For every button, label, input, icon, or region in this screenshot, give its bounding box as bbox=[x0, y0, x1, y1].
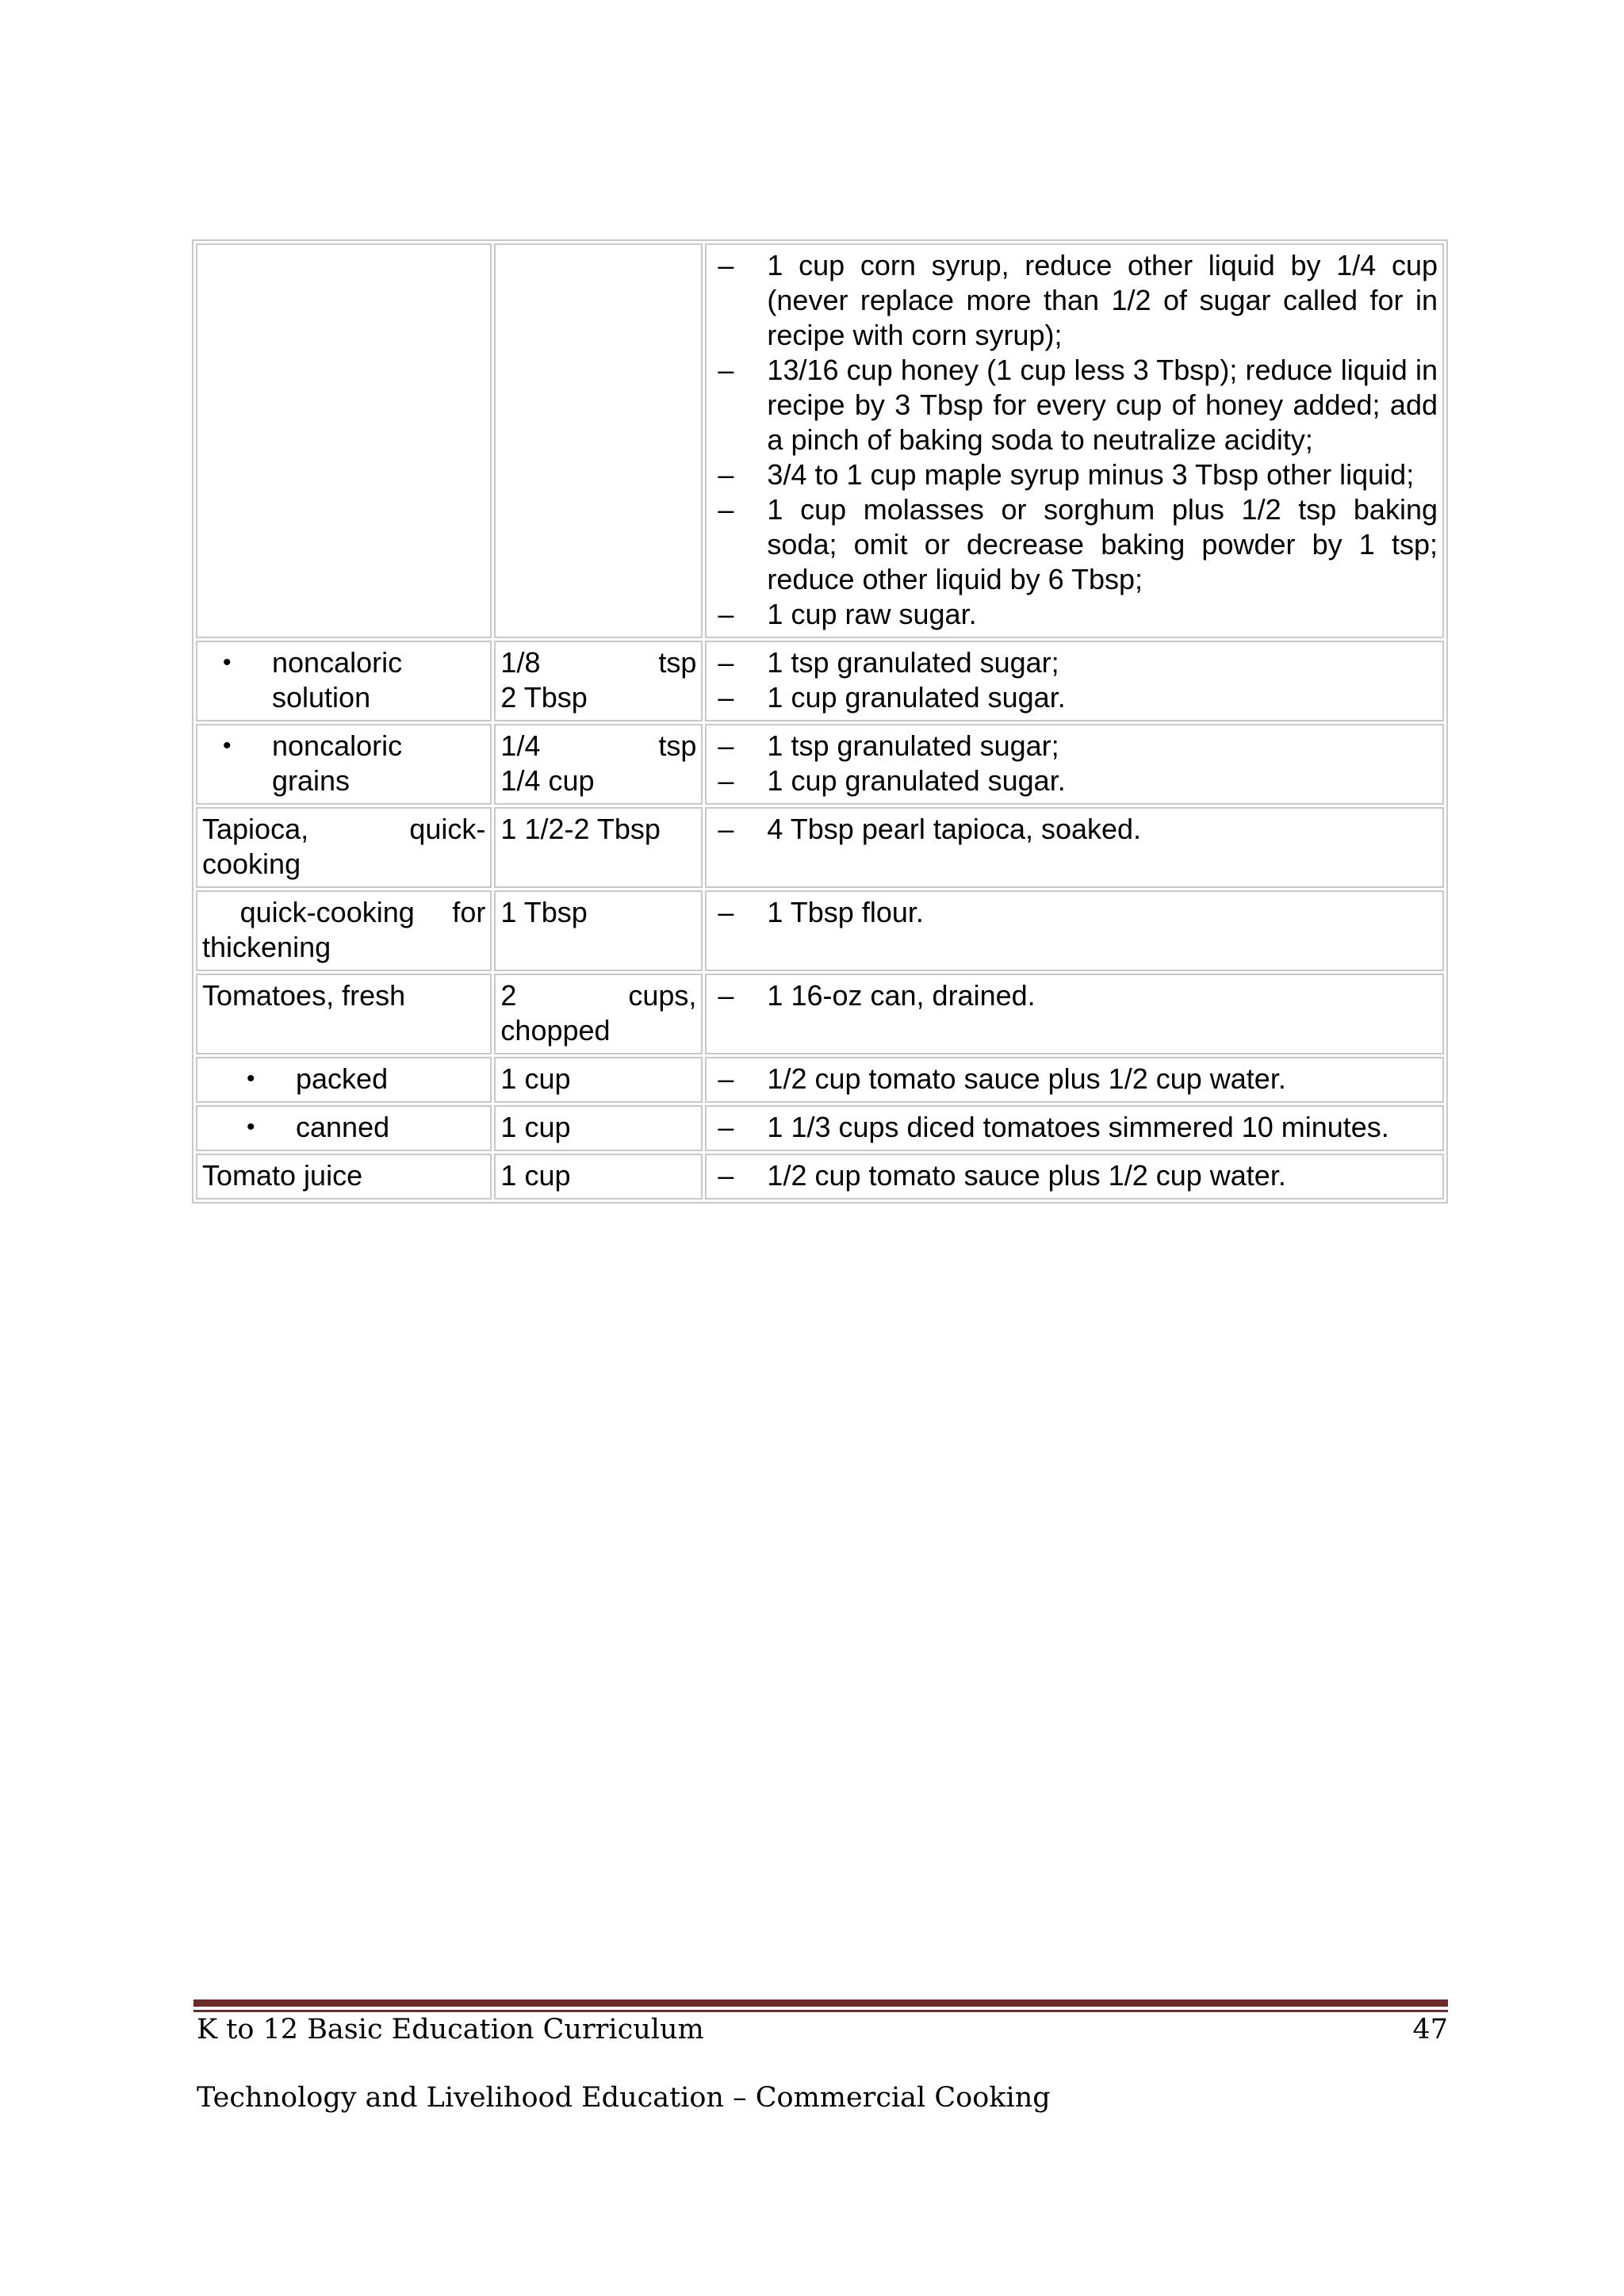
substitute-item: – 1 cup raw sugar. bbox=[711, 597, 1438, 632]
substitute-cell bbox=[705, 1105, 1444, 1151]
substitute-item: – 4 Tbsp pearl tapioca, soaked. bbox=[711, 812, 1438, 847]
ingredient-name: packed bbox=[296, 1062, 389, 1095]
substitute-list bbox=[711, 248, 1438, 632]
substitute-list bbox=[711, 729, 1438, 798]
substitute-cell bbox=[705, 807, 1444, 888]
ingredient-name: Tapioca, quick- bbox=[202, 813, 486, 845]
ingredient-cell bbox=[196, 1105, 492, 1151]
ingredient-name: canned bbox=[296, 1111, 390, 1143]
table-row bbox=[196, 1154, 1444, 1200]
footer-rule bbox=[193, 1999, 1448, 2007]
amount-unit: cups, bbox=[628, 979, 697, 1012]
amount-cell bbox=[494, 641, 703, 721]
ingredient-cell bbox=[196, 1057, 492, 1103]
substitute-cell bbox=[705, 243, 1444, 638]
substitute-item: – 1 tsp granulated sugar; bbox=[711, 729, 1438, 763]
substitute-cell bbox=[705, 974, 1444, 1054]
bullet-icon: • bbox=[223, 649, 232, 675]
substitute-list bbox=[711, 1110, 1438, 1145]
substitute-list bbox=[711, 812, 1438, 847]
ingredient-cell bbox=[196, 641, 492, 721]
substitute-item: – 1 cup granulated sugar. bbox=[711, 763, 1438, 798]
substitute-item: – 1 cup corn syrup, reduce other liquid by 1/4 cup (never replace more than 1/2 of sugar called for in recipe with corn syrup); bbox=[711, 248, 1438, 353]
substitute-item: – 1 cup molasses or sorghum plus 1/2 tsp baking soda; omit or decrease baking powder by 1 tsp; reduce other liquid by 6 Tbsp; bbox=[711, 492, 1438, 597]
amount-value: 1/8 bbox=[500, 646, 541, 679]
substitute-cell bbox=[705, 641, 1444, 721]
substitute-item: – 1 tsp granulated sugar; bbox=[711, 645, 1438, 680]
ingredient-name: solution bbox=[272, 681, 371, 714]
ingredient-cell: Tomatoes, fresh bbox=[196, 974, 492, 1054]
ingredient-name: quick-cooking for bbox=[202, 896, 486, 928]
table-row bbox=[196, 724, 1444, 805]
ingredient-name: thickening bbox=[202, 931, 331, 963]
bullet-icon: • bbox=[223, 733, 232, 759]
footer-subject: Technology and Livelihood Education – Commercial Cooking bbox=[197, 2082, 1051, 2114]
amount-value: chopped bbox=[500, 1014, 611, 1047]
amount-unit: tsp bbox=[658, 646, 697, 679]
substitute-list bbox=[711, 1158, 1438, 1193]
table-row bbox=[196, 890, 1444, 971]
amount-cell: 1 Tbsp bbox=[494, 890, 703, 971]
amount-unit: tsp bbox=[658, 729, 697, 762]
substitute-item: – 1 16-oz can, drained. bbox=[711, 978, 1438, 1013]
substitute-list bbox=[711, 978, 1438, 1013]
ingredient-cell bbox=[196, 724, 492, 805]
footer-rule bbox=[193, 2010, 1448, 2012]
bullet-icon: • bbox=[247, 1066, 255, 1092]
substitute-item: – 3/4 to 1 cup maple syrup minus 3 Tbsp other liquid; bbox=[711, 457, 1438, 492]
amount-cell: 1 1/2-2 Tbsp bbox=[494, 807, 703, 888]
amount-value: 1/4 bbox=[500, 729, 541, 762]
ingredient-cell bbox=[196, 807, 492, 888]
ingredient-name: noncaloric bbox=[272, 646, 403, 679]
table-row bbox=[196, 807, 1444, 888]
amount-value: 2 bbox=[500, 979, 517, 1012]
substitute-list bbox=[711, 1062, 1438, 1096]
table-row bbox=[196, 1057, 1444, 1103]
substitute-item: – 1 1/3 cups diced tomatoes simmered 10 minutes. bbox=[711, 1110, 1438, 1145]
substitute-list bbox=[711, 645, 1438, 715]
amount-cell: 1 cup bbox=[494, 1057, 703, 1103]
ingredient-cell bbox=[196, 890, 492, 971]
substitute-item: – 1/2 cup tomato sauce plus 1/2 cup water. bbox=[711, 1158, 1438, 1193]
ingredient-name: noncaloric bbox=[272, 729, 403, 762]
substitute-cell bbox=[705, 890, 1444, 971]
amount-cell: 1 cup bbox=[494, 1154, 703, 1200]
footer-curriculum: K to 12 Basic Education Curriculum bbox=[197, 2014, 704, 2045]
amount-cell bbox=[494, 243, 703, 638]
table-row bbox=[196, 641, 1444, 721]
substitute-list bbox=[711, 895, 1438, 930]
amount-cell: 1 cup bbox=[494, 1105, 703, 1151]
substitute-item: – 1/2 cup tomato sauce plus 1/2 cup water. bbox=[711, 1062, 1438, 1096]
bullet-icon: • bbox=[247, 1114, 255, 1140]
amount-value: 2 Tbsp bbox=[500, 681, 588, 714]
substitute-item: – 13/16 cup honey (1 cup less 3 Tbsp); reduce liquid in recipe by 3 Tbsp for every cup of honey added; add a pinch of baking soda to neutralize acidity; bbox=[711, 353, 1438, 457]
substitute-cell bbox=[705, 724, 1444, 805]
substitute-cell bbox=[705, 1057, 1444, 1103]
ingredient-name: grains bbox=[272, 764, 350, 797]
table-row bbox=[196, 243, 1444, 638]
table-row bbox=[196, 1105, 1444, 1151]
amount-value: 1/4 cup bbox=[500, 764, 595, 797]
ingredient-cell bbox=[196, 243, 492, 638]
substitute-cell bbox=[705, 1154, 1444, 1200]
amount-cell bbox=[494, 974, 703, 1054]
page-number: 47 bbox=[1412, 2014, 1448, 2045]
ingredient-name: cooking bbox=[202, 848, 301, 880]
substitute-item: – 1 Tbsp flour. bbox=[711, 895, 1438, 930]
amount-cell bbox=[494, 724, 703, 805]
ingredient-cell: Tomato juice bbox=[196, 1154, 492, 1200]
substitute-item: – 1 cup granulated sugar. bbox=[711, 680, 1438, 715]
table-row bbox=[196, 974, 1444, 1054]
substitution-table bbox=[192, 239, 1448, 1203]
